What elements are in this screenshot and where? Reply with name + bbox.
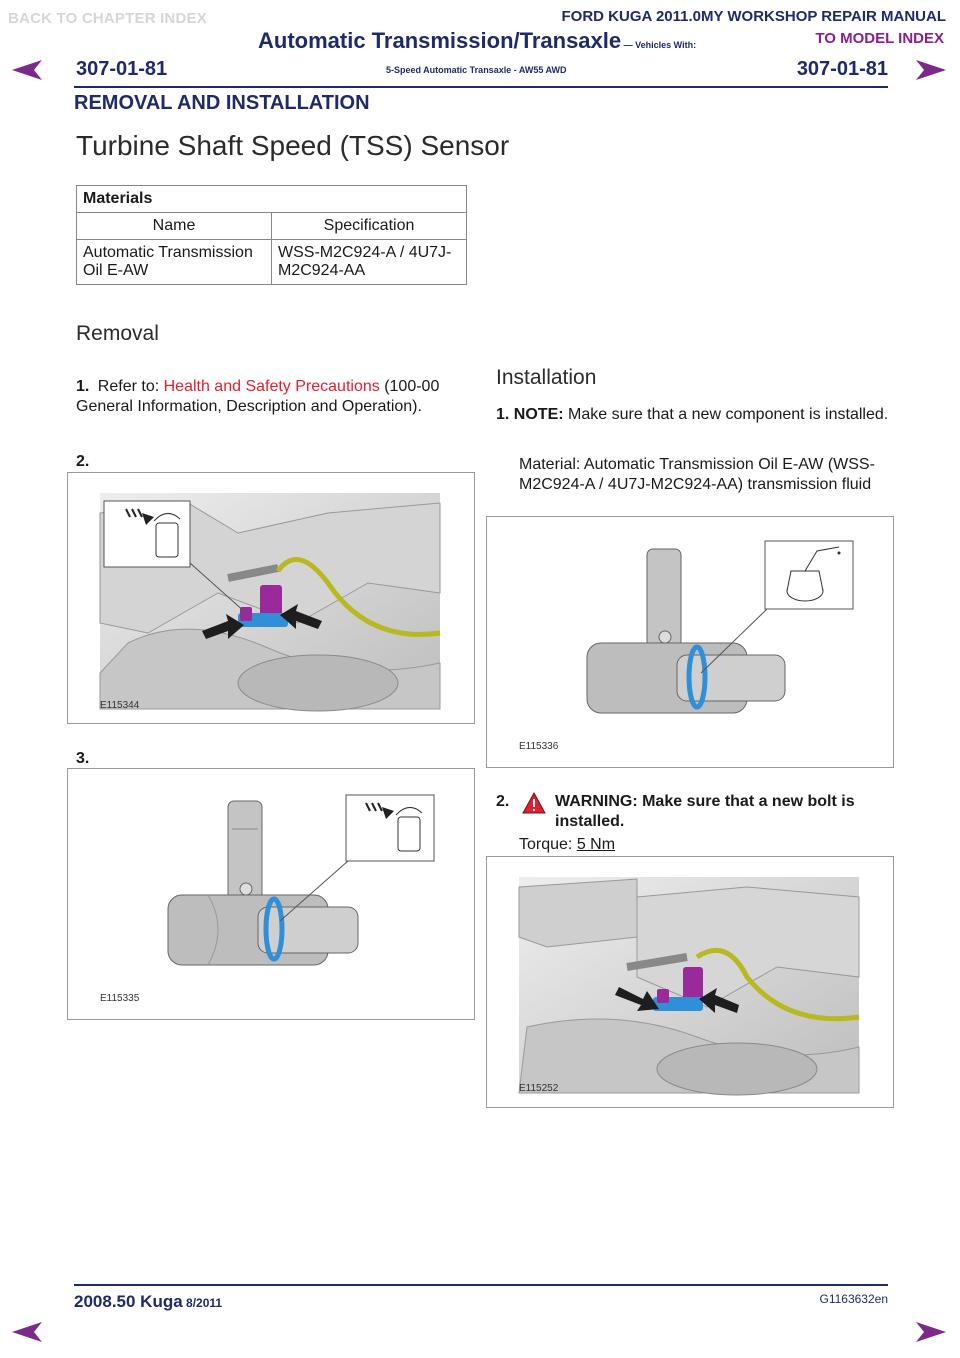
to-model-index-link[interactable]: TO MODEL INDEX bbox=[815, 30, 944, 47]
col-name-header: Name bbox=[77, 213, 272, 240]
refer-to-text: Refer to: bbox=[97, 378, 164, 395]
figure-sensor-removal bbox=[67, 472, 475, 724]
installation-step-1 bbox=[496, 405, 892, 425]
materials-table bbox=[76, 185, 467, 285]
next-page-arrow-icon[interactable] bbox=[914, 1320, 948, 1344]
col-spec-header: Specification bbox=[272, 213, 467, 240]
transmission-sensor-install-illustration bbox=[487, 857, 893, 1107]
manual-title: FORD KUGA 2011.0MY WORKSHOP REPAIR MANUAL bbox=[561, 8, 946, 25]
figure-sensor-lubricate bbox=[486, 516, 894, 768]
footer-rule bbox=[74, 1284, 888, 1286]
warning-triangle-icon bbox=[522, 792, 546, 814]
installation-torque bbox=[519, 835, 615, 855]
section-title-suffix: — Vehicles With: bbox=[621, 40, 697, 50]
material-name-cell: Automatic Transmission Oil E-AW bbox=[77, 240, 272, 285]
section-title-text: Automatic Transmission/Transaxle bbox=[258, 28, 622, 53]
figure-label: E115335 bbox=[100, 993, 140, 1004]
footer-model-text: 2008.50 Kuga bbox=[74, 1292, 183, 1311]
footer-code: G1163632en bbox=[819, 1292, 888, 1306]
tss-sensor-oil-illustration bbox=[487, 517, 893, 767]
step-number: 1. bbox=[76, 378, 90, 395]
page-title: Turbine Shaft Speed (TSS) Sensor bbox=[76, 130, 510, 161]
removal-step-2-number: 2. bbox=[76, 453, 90, 470]
torque-label: Torque: bbox=[519, 836, 577, 853]
step-number: 1. bbox=[496, 406, 510, 423]
removal-heading: Removal bbox=[76, 322, 159, 345]
installation-heading: Installation bbox=[496, 366, 597, 389]
note-label: NOTE: bbox=[513, 406, 564, 423]
materials-heading: Materials bbox=[77, 186, 467, 213]
page-number-left: 307-01-81 bbox=[76, 58, 168, 80]
installation-material: Material: Automatic Transmission Oil E-AW (WSS-M2C924-A / 4U7J-M2C924-AA) transmission fluid bbox=[519, 456, 875, 493]
previous-page-arrow-icon[interactable] bbox=[10, 58, 44, 82]
previous-page-arrow-icon[interactable] bbox=[10, 1320, 44, 1344]
chapter-heading: REMOVAL AND INSTALLATION bbox=[74, 92, 370, 114]
header-rule bbox=[74, 86, 888, 88]
tss-sensor-illustration bbox=[68, 769, 474, 1019]
material-spec-cell: WSS-M2C924-A / 4U7J-M2C924-AA bbox=[272, 240, 467, 285]
torque-value: 5 Nm bbox=[576, 836, 616, 853]
removal-step-3-number: 3. bbox=[76, 750, 90, 767]
figure-label: E115336 bbox=[519, 741, 559, 752]
section-title bbox=[258, 28, 696, 54]
removal-step-1 bbox=[76, 377, 468, 417]
footer-model bbox=[74, 1292, 222, 1312]
transmission-sensor-illustration bbox=[68, 473, 474, 723]
next-page-arrow-icon[interactable] bbox=[914, 58, 948, 82]
figure-sensor-install bbox=[486, 856, 894, 1108]
installation-step-2-warning: WARNING: Make sure that a new bolt is installed. bbox=[555, 793, 855, 830]
figure-sensor-part-removal bbox=[67, 768, 475, 1020]
footer-date: 8/2011 bbox=[182, 1296, 223, 1310]
back-to-chapter-index-link[interactable]: BACK TO CHAPTER INDEX bbox=[8, 10, 207, 27]
figure-label: E115252 bbox=[519, 1083, 559, 1094]
page-number-right: 307-01-81 bbox=[796, 58, 888, 80]
figure-label: E115344 bbox=[100, 700, 140, 711]
health-safety-link[interactable]: Health and Safety Precautions bbox=[163, 378, 380, 395]
installation-step-2-number: 2. bbox=[496, 793, 510, 810]
note-text: Make sure that a new component is installed. bbox=[563, 406, 889, 423]
section-subtitle: 5-Speed Automatic Transaxle - AW55 AWD bbox=[386, 65, 567, 75]
refer-to-suffix: (100-00 General Information, Description and Operation). bbox=[76, 378, 440, 415]
